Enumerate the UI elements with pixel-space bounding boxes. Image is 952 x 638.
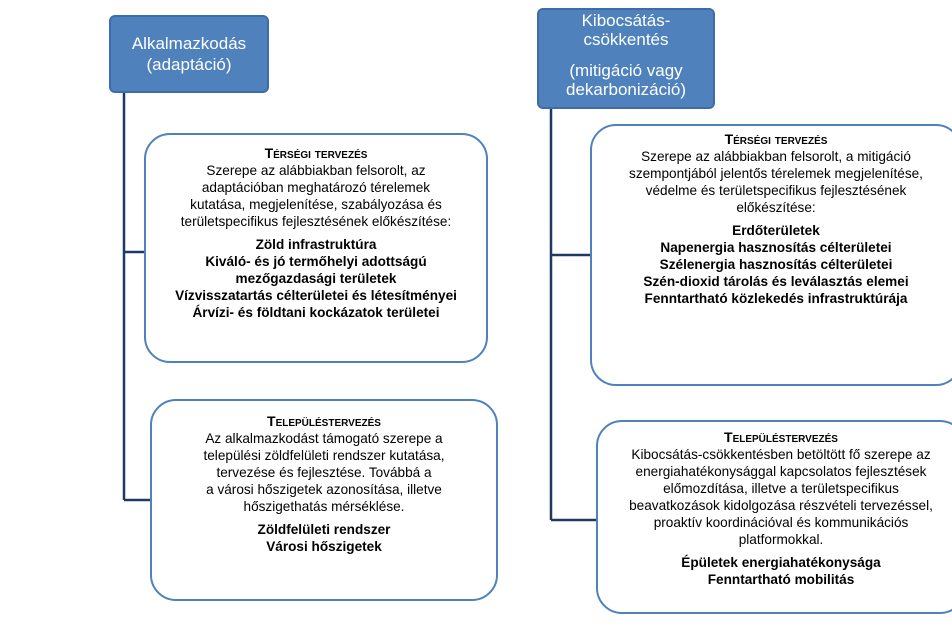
header-line: (mitigáció vagy xyxy=(569,61,683,80)
box-title: Térségi tervezés xyxy=(724,131,828,147)
list-item: Zöld infrastruktúra xyxy=(255,237,377,252)
list-item: Kiváló- és jó termőhelyi adottságú xyxy=(205,254,427,269)
description-line: kutatása, megjelenítése, szabályozása és xyxy=(190,197,442,212)
list-item: Zöldfelületi rendszer xyxy=(257,522,391,537)
description-line: Kibocsátás-csökkentésben betöltött fő szerepe az xyxy=(631,447,931,462)
description-line: energiahatékonysággal kapcsolatos fejlesztések xyxy=(635,464,927,479)
description-line: előkészítése: xyxy=(736,200,816,215)
header-line: Kibocsátás- xyxy=(581,11,671,30)
list-item: Szélenergia hasznosítás célterületei xyxy=(659,257,893,272)
list-item: Épületek energiahatékonysága xyxy=(681,555,881,570)
list-item: Fenntartható közlekedés infrastruktúrája xyxy=(644,291,908,306)
header-line: (adaptáció) xyxy=(146,55,232,74)
description-line: hőszigethatás mérséklése. xyxy=(243,499,405,514)
description-line: előmozdítása, illetve a területspecifikus xyxy=(663,481,899,496)
list-item: Városi hőszigetek xyxy=(266,539,382,554)
description-line: platformokkal. xyxy=(738,532,824,547)
description-line: szempontjából jelentős térelemek megjelenítése, xyxy=(629,166,923,181)
list-item: Árvízi- és földtani kockázatok területei xyxy=(192,305,440,320)
list-item: Fenntartható mobilitás xyxy=(707,572,855,587)
left-regional-planning-box xyxy=(144,133,488,363)
description-line: adaptációban meghatározó térelemek xyxy=(201,180,431,195)
header-line: csökkentés xyxy=(583,30,669,49)
description-line: települési zöldfelületi rendszer kutatása, xyxy=(203,448,445,463)
description-line: proaktív koordinációval és kommunikációs xyxy=(653,515,909,530)
box-title: Településtervezés xyxy=(267,413,381,429)
mitigation-header xyxy=(537,8,715,109)
list-item: Szén-dioxid tárolás és leválasztás elemei xyxy=(643,274,909,289)
right-regional-planning-box xyxy=(590,124,952,386)
list-item: Napenergia hasznosítás célterületei xyxy=(660,240,892,255)
description-line: Az alkalmazkodást támogató szerepe a xyxy=(205,431,443,446)
header-line: Alkalmazkodás xyxy=(131,34,247,53)
list-item: Vízvisszatartás célterületei és létesítményei xyxy=(175,288,457,303)
list-item: mezőgazdasági területek xyxy=(235,271,397,286)
header-line: dekarbonizáció) xyxy=(565,80,686,99)
list-item: Erdőterületek xyxy=(732,223,820,238)
box-title: Térségi tervezés xyxy=(264,145,368,161)
header-line xyxy=(539,49,713,61)
description-line: védelme és területspecifikus fejlesztésének xyxy=(645,183,907,198)
left-settlement-planning-box xyxy=(150,399,498,601)
box-title: Településtervezés xyxy=(724,429,838,445)
description-line: a városi hőszigetek azonosítása, illetve xyxy=(206,482,442,497)
description-line: beavatkozások kidolgozása részvételi tervezéssel, xyxy=(629,498,933,513)
description-line: tervezése és fejlesztése. Továbbá a xyxy=(216,465,432,480)
description-line: Szerepe az alábbiakban felsorolt, az xyxy=(206,163,426,178)
adaptation-header xyxy=(109,15,269,93)
description-line: Szerepe az alábbiakban felsorolt, a mitigáció xyxy=(641,149,911,164)
description-line: területspecifikus fejlesztésének előkészítése: xyxy=(180,214,452,229)
right-settlement-planning-box xyxy=(596,420,952,614)
